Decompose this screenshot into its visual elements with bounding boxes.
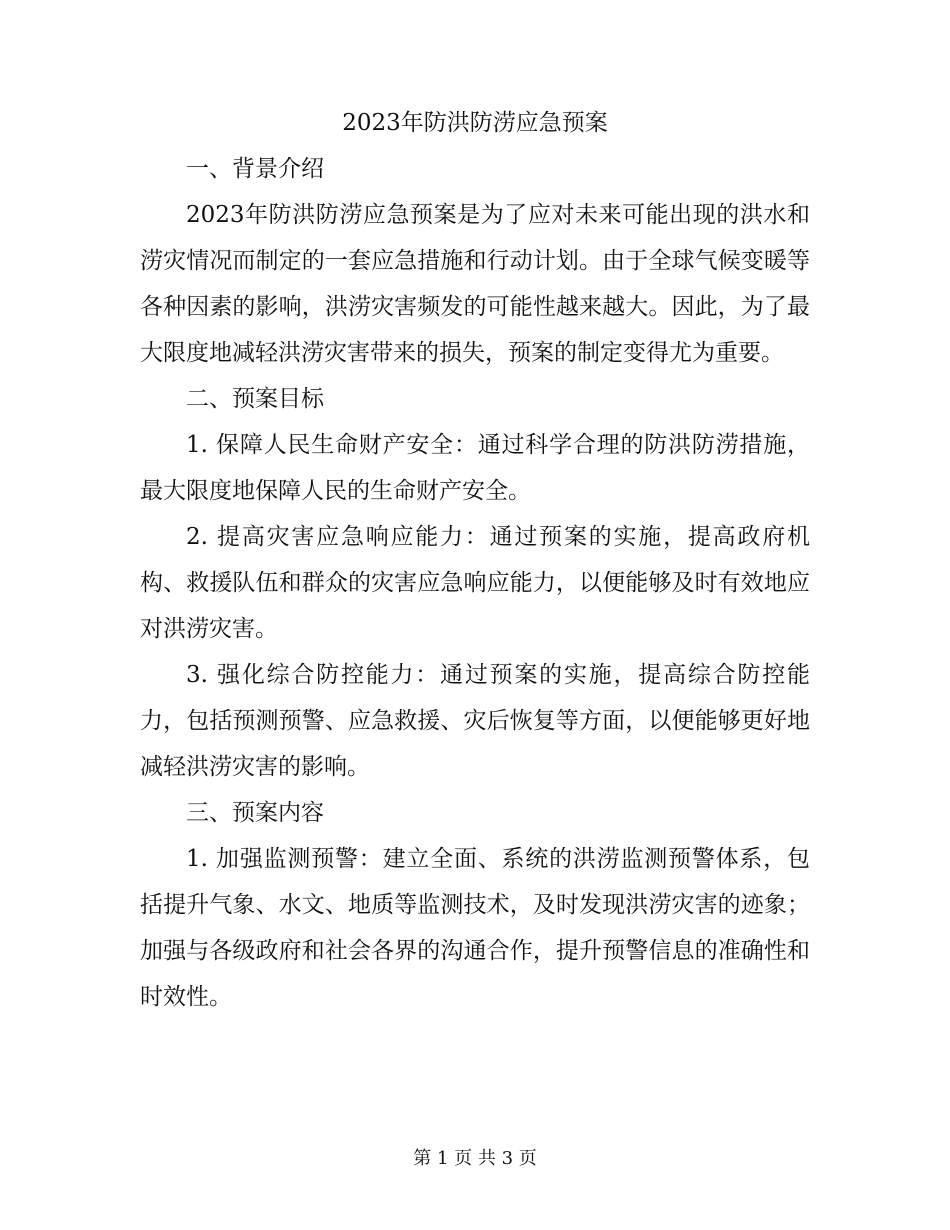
paragraph: 2. 提高灾害应急响应能力：通过预案的实施，提高政府机构、救援队伍和群众的灾害应急响应能力，以便能够及时有效地应对洪涝灾害。 — [140, 524, 810, 642]
document-title: 2023年防洪防涝应急预案 — [342, 110, 608, 136]
paragraph: 1. 加强监测预警：建立全面、系统的洪涝监测预警体系，包括提升气象、水文、地质等监测技术，及时发现洪涝灾害的迹象；加强与各级政府和社会各界的沟通合作，提升预警信息的准确性和时效性。 — [140, 846, 810, 1010]
document-body — [140, 100, 810, 1020]
paragraph: 1. 保障人民生命财产安全：通过科学合理的防洪防涝措施，最大限度地保障人民的生命财产安全。 — [140, 432, 810, 504]
section-heading: 三、预案内容 — [186, 800, 324, 826]
section-heading: 二、预案目标 — [186, 386, 324, 412]
section-heading: 一、背景介绍 — [186, 156, 324, 182]
paragraph: 2023年防洪防涝应急预案是为了应对未来可能出现的洪水和涝灾情况而制定的一套应急措施和行动计划。由于全球气候变暖等各种因素的影响，洪涝灾害频发的可能性越来越大。因此，为了最大限度地减轻洪涝灾害带来的损失，预案的制定变得尤为重要。 — [140, 202, 810, 366]
section-goals — [140, 376, 810, 790]
page-number-footer: 第 1 页 共 3 页 — [413, 1148, 537, 1169]
paragraph: 3. 强化综合防控能力：通过预案的实施，提高综合防控能力，包括预测预警、应急救援、灾后恢复等方面，以便能够更好地减轻洪涝灾害的影响。 — [140, 662, 810, 780]
section-background — [140, 146, 810, 376]
section-content — [140, 790, 810, 1020]
